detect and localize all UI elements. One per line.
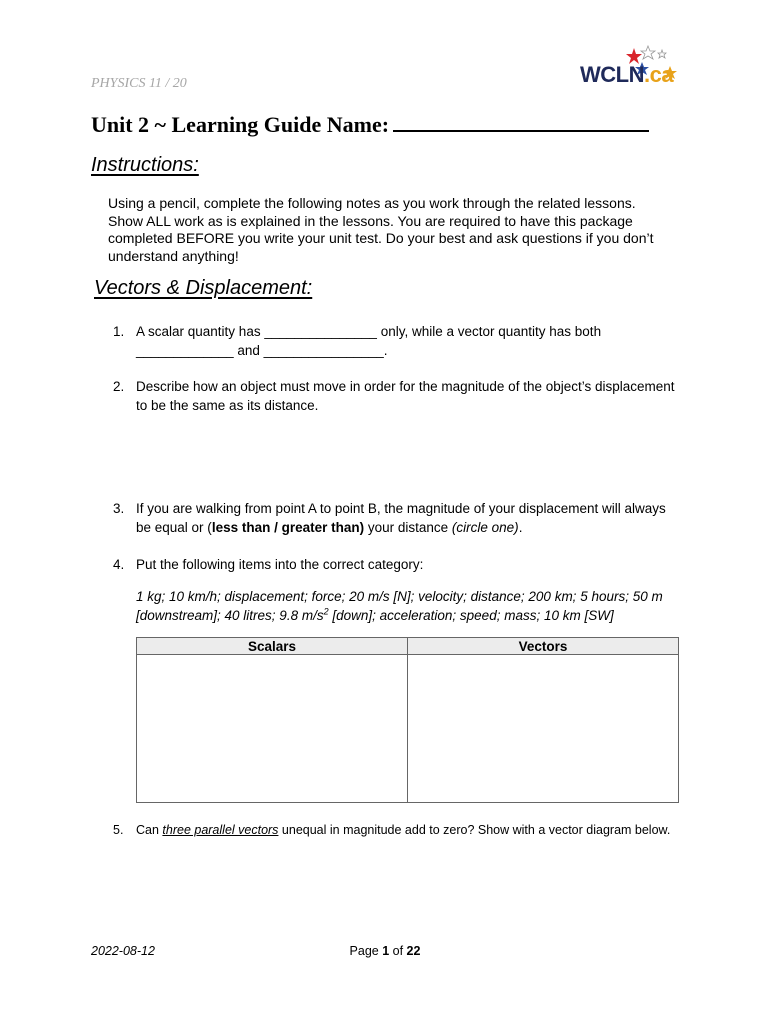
page-current: 1	[382, 944, 390, 958]
logo-suffix: .ca	[643, 62, 674, 87]
category-table	[136, 637, 679, 803]
q3-choice: less than / greater than)	[211, 520, 365, 535]
page-label: Page	[349, 944, 383, 958]
scalars-header: Scalars	[137, 638, 408, 655]
question-4	[113, 555, 683, 575]
items-superscript: 2	[323, 606, 329, 617]
q3-text-c: .	[518, 520, 523, 535]
items-list	[136, 587, 686, 625]
vectors-cell[interactable]	[408, 655, 679, 803]
vectors-heading: Vectors & Displacement:	[94, 277, 313, 299]
question-number: 1.	[113, 324, 125, 339]
items-a: 1 kg; 10 km/h; displacement; force; 20 m/s [N]; velocity; distance; 200 km; 5 hours; 50 m [downstream]; 40 litres; 9.8 m/s	[136, 589, 663, 623]
page-total: 22	[406, 944, 421, 958]
question-number: 4.	[113, 557, 125, 572]
scalars-cell[interactable]	[137, 655, 408, 803]
question-number: 5.	[113, 823, 124, 837]
q3-text-b: your distance	[364, 520, 452, 535]
instructions-body: Using a pencil, complete the following notes as you work through the related lessons. Show ALL work as is explained in the lessons. You are required to have this package completed BEFORE you write your unit test. Do your best and ask questions if you don’t understand anything!	[108, 195, 654, 264]
q5-underlined: three parallel vectors	[162, 823, 279, 837]
question-number: 2.	[113, 379, 125, 394]
question-1	[113, 322, 683, 362]
vectors-header: Vectors	[408, 638, 679, 655]
course-label: PHYSICS 11 / 20	[91, 76, 187, 91]
page-title	[91, 112, 649, 138]
name-blank	[393, 112, 649, 132]
question-text: Describe how an object must move in order for the magnitude of the object’s displacement to be the same as its distance.	[136, 379, 675, 413]
title-text: Unit 2 ~ Learning Guide Name:	[91, 112, 390, 137]
question-text: A scalar quantity has _______________ only, while a vector quantity has both _____________ and ________________.	[136, 324, 602, 358]
q3-circle-one: (circle one)	[451, 520, 519, 535]
question-text: Put the following items into the correct category:	[136, 557, 424, 572]
q5-text-a: Can	[136, 823, 163, 837]
q3-text-a: If you are walking from point A to point B, the magnitude of your displacement will always be equal or (	[136, 501, 666, 535]
question-3	[113, 499, 683, 539]
page-of: of	[389, 944, 407, 958]
items-b: [down]; acceleration; speed; mass; 10 km [SW]	[328, 608, 614, 623]
instructions-heading: Instructions:	[91, 154, 199, 176]
footer-date: 2022-08-12	[91, 944, 155, 958]
question-5	[113, 821, 713, 841]
question-2	[113, 377, 683, 417]
question-text	[136, 821, 696, 840]
q5-text-b: unequal in magnitude add to zero? Show with a vector diagram below.	[278, 823, 671, 837]
wcln-logo	[580, 44, 680, 92]
question-number: 3.	[113, 501, 125, 516]
logo-text: WCLN	[580, 62, 644, 87]
question-text	[136, 499, 676, 537]
page-number	[0, 944, 770, 958]
